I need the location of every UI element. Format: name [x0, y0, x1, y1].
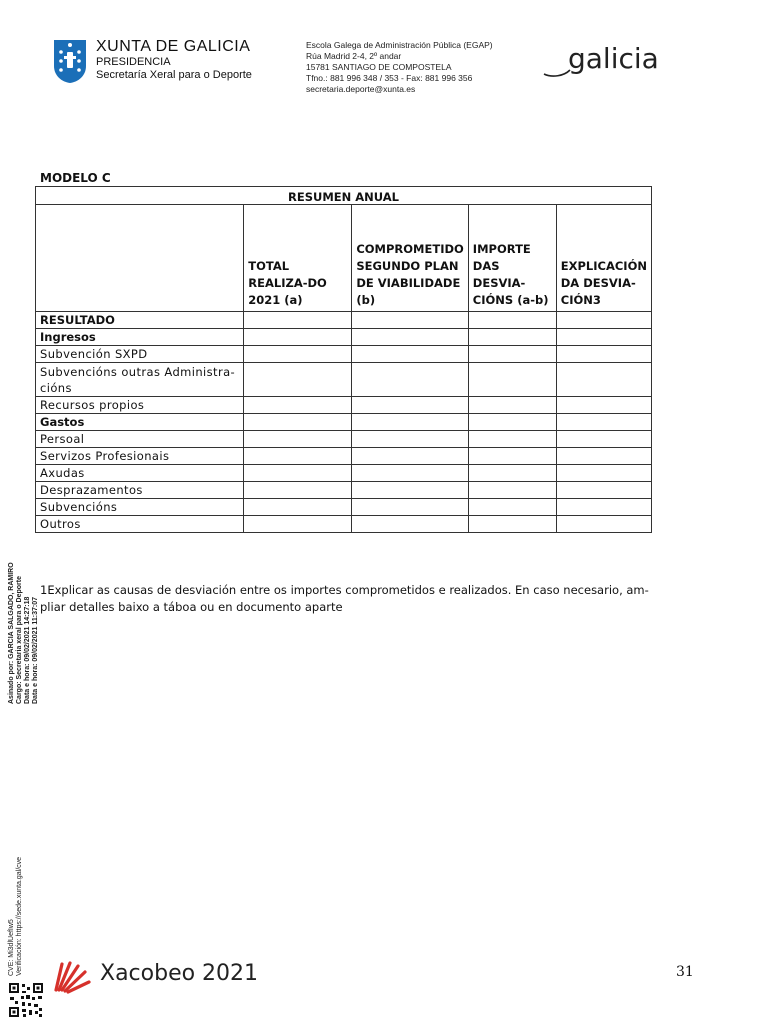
empty-cell[interactable]	[468, 414, 556, 431]
empty-cell[interactable]	[556, 329, 651, 346]
galicia-brand-logo	[542, 40, 676, 84]
table-row	[36, 397, 652, 414]
row-label: RESULTADO	[36, 312, 244, 329]
empty-cell[interactable]	[244, 499, 352, 516]
empty-cell[interactable]	[352, 363, 468, 397]
verification-url: Verificación: https://sede.xunta.gal/cve	[16, 856, 23, 976]
xacobeo-shell-icon	[52, 958, 92, 994]
empty-cell[interactable]	[352, 414, 468, 431]
row-label: Subvención SXPD	[36, 346, 244, 363]
empty-cell[interactable]	[244, 482, 352, 499]
address-line: secretaria.deporte@xunta.es	[306, 84, 416, 94]
empty-cell[interactable]	[244, 363, 352, 397]
empty-cell[interactable]	[556, 499, 651, 516]
empty-cell[interactable]	[468, 465, 556, 482]
table-row	[36, 431, 652, 448]
empty-cell[interactable]	[352, 346, 468, 363]
empty-cell[interactable]	[352, 516, 468, 533]
column-header-explicacion: EXPLICACIÓN DA DESVIA-CIÓN3	[556, 205, 651, 312]
row-label: Desprazamentos	[36, 482, 244, 499]
signature-line: Cargo: Secretaria xeral para o Deporte	[16, 576, 23, 704]
row-label: Outros	[36, 516, 244, 533]
empty-cell[interactable]	[468, 363, 556, 397]
signature-line: Asinado por: GARCIA SALGADO, RAMIRO	[8, 562, 15, 704]
empty-cell[interactable]	[244, 312, 352, 329]
xunta-coat-of-arms-icon	[52, 38, 88, 84]
table-row	[36, 516, 652, 533]
table-row	[36, 346, 652, 363]
row-label: Persoal	[36, 431, 244, 448]
table-row	[36, 448, 652, 465]
signature-line: Data e hora: 09/02/2021 14:27:18	[24, 596, 31, 704]
empty-cell[interactable]	[556, 448, 651, 465]
table-row	[36, 465, 652, 482]
table-title: RESUMEN ANUAL	[36, 187, 652, 205]
signature-line: Data e hora: 09/02/2021 11:37:07	[32, 596, 39, 704]
address-block	[306, 40, 493, 95]
table-row	[36, 482, 652, 499]
table-body	[36, 312, 652, 533]
empty-cell[interactable]	[556, 397, 651, 414]
empty-cell[interactable]	[352, 499, 468, 516]
address-line: 15781 SANTIAGO DE COMPOSTELA	[306, 62, 452, 72]
empty-cell[interactable]	[244, 431, 352, 448]
modelo-heading: MODELO C	[40, 171, 111, 185]
empty-cell[interactable]	[244, 516, 352, 533]
empty-cell[interactable]	[352, 397, 468, 414]
column-header-label	[36, 205, 244, 312]
xunta-heading	[96, 38, 252, 82]
table-row	[36, 329, 652, 346]
empty-cell[interactable]	[352, 329, 468, 346]
table-row	[36, 414, 652, 431]
empty-cell[interactable]	[556, 516, 651, 533]
footnote: 1Explicar as causas de desviación entre os importes comprometidos e realizados. En caso necesario, am-pliar detalles baixo a táboa ou en documento aparte	[40, 583, 649, 614]
row-label: Subvencións outras Administra-cións	[36, 363, 244, 397]
empty-cell[interactable]	[244, 414, 352, 431]
empty-cell[interactable]	[468, 346, 556, 363]
xacobeo-wordmark: Xacobeo 2021	[100, 961, 259, 986]
empty-cell[interactable]	[468, 516, 556, 533]
empty-cell[interactable]	[468, 329, 556, 346]
table-row	[36, 363, 652, 397]
cve-block	[8, 857, 24, 976]
column-header-comprometido: COMPROMETIDO SEGUNDO PLAN DE VIABILIDADE (b)	[352, 205, 468, 312]
empty-cell[interactable]	[556, 363, 651, 397]
row-label: Recursos propios	[36, 397, 244, 414]
empty-cell[interactable]	[468, 482, 556, 499]
empty-cell[interactable]	[244, 465, 352, 482]
empty-cell[interactable]	[468, 499, 556, 516]
table-row	[36, 312, 652, 329]
row-label: Gastos	[36, 414, 244, 431]
empty-cell[interactable]	[556, 346, 651, 363]
org-title: XUNTA DE GALICIA	[96, 38, 251, 55]
column-header-total-realizado: TOTAL REALIZA-DO 2021 (a)	[244, 205, 352, 312]
empty-cell[interactable]	[352, 448, 468, 465]
empty-cell[interactable]	[468, 431, 556, 448]
row-label: Axudas	[36, 465, 244, 482]
empty-cell[interactable]	[556, 465, 651, 482]
column-header-importe-desviacions: IMPORTE DAS DESVIA-CIÓNS (a-b)	[468, 205, 556, 312]
org-department: PRESIDENCIA	[96, 56, 171, 68]
empty-cell[interactable]	[352, 482, 468, 499]
empty-cell[interactable]	[244, 397, 352, 414]
empty-cell[interactable]	[352, 465, 468, 482]
qr-code-icon	[8, 982, 44, 1018]
empty-cell[interactable]	[468, 448, 556, 465]
empty-cell[interactable]	[556, 312, 651, 329]
empty-cell[interactable]	[468, 397, 556, 414]
empty-cell[interactable]	[468, 312, 556, 329]
cve-code: CVE: Mi3dlUefIw5	[8, 919, 15, 976]
address-line: Rúa Madrid 2-4, 2º andar	[306, 51, 402, 61]
empty-cell[interactable]	[556, 431, 651, 448]
page-number: 31	[676, 964, 694, 980]
empty-cell[interactable]	[352, 312, 468, 329]
empty-cell[interactable]	[352, 431, 468, 448]
empty-cell[interactable]	[244, 346, 352, 363]
row-label: Subvencións	[36, 499, 244, 516]
org-secretaria: Secretaría Xeral para o Deporte	[96, 69, 252, 81]
empty-cell[interactable]	[556, 414, 651, 431]
address-line: Escola Galega de Administración Pública (EGAP)	[306, 40, 493, 50]
resumen-anual-table	[35, 186, 652, 533]
row-label: Servizos Profesionais	[36, 448, 244, 465]
signature-block	[8, 562, 40, 704]
address-line: Tfno.: 881 996 348 / 353 - Fax: 881 996 356	[306, 73, 473, 83]
galicia-wordmark: galicia	[568, 42, 659, 75]
table-row	[36, 499, 652, 516]
empty-cell[interactable]	[244, 329, 352, 346]
empty-cell[interactable]	[556, 482, 651, 499]
row-label: Ingresos	[36, 329, 244, 346]
empty-cell[interactable]	[244, 448, 352, 465]
